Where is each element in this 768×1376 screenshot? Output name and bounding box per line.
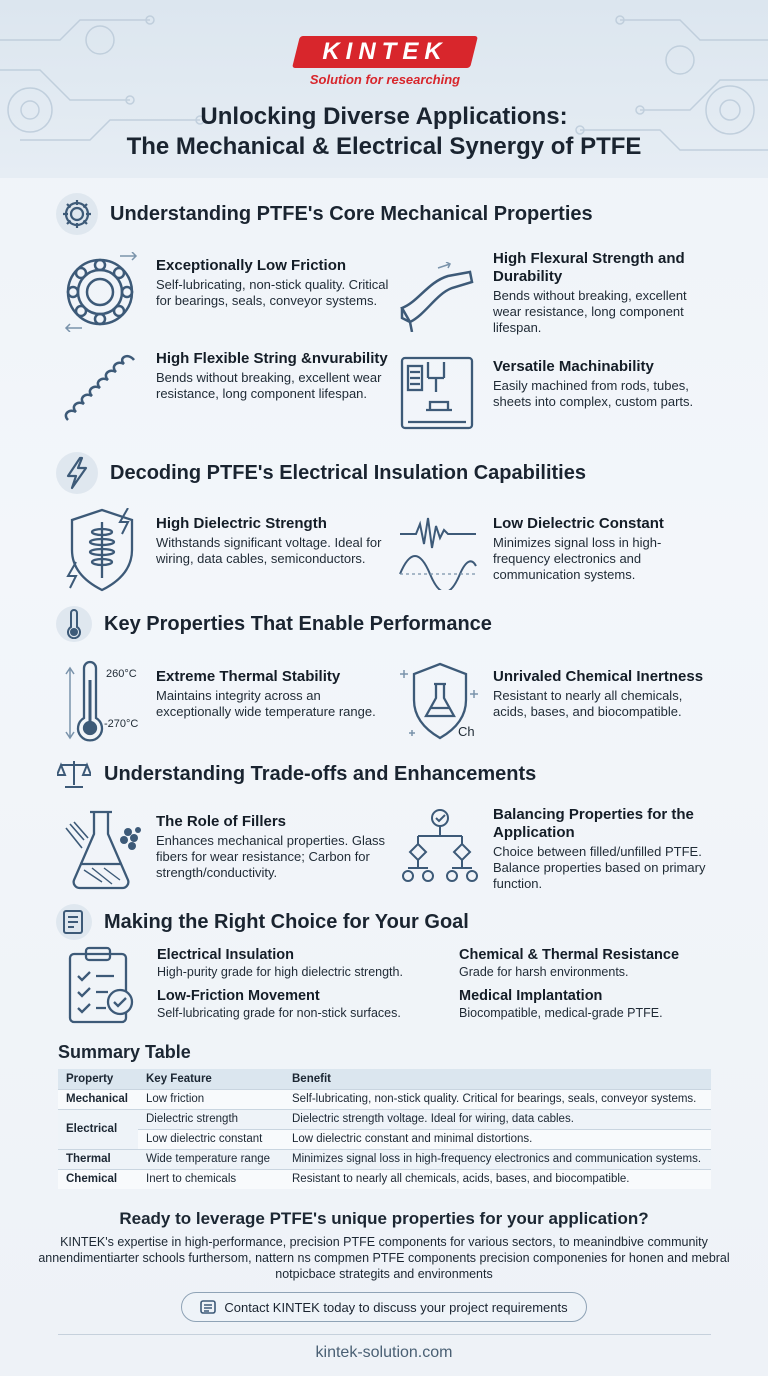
section-heading-choice (56, 904, 469, 940)
feature-description: Self-lubricating, non-stick quality. Critical for bearings, seals, conveyor systems. (156, 277, 389, 308)
choice-title: Electrical Insulation (157, 947, 294, 963)
feature-dielectric-strength (62, 508, 392, 592)
table-cell-feature: Low friction (138, 1089, 284, 1109)
choice-title: Medical Implantation (459, 988, 603, 1004)
contact-button-label: Contact KINTEK today to discuss your project requirements (224, 1299, 568, 1315)
balance-scale-icon (56, 756, 92, 792)
table-row (58, 1169, 711, 1189)
brand-tagline: Solution for researching (309, 72, 461, 87)
signal-wave-icon (398, 510, 478, 590)
temp-low-label: -270°C (104, 718, 139, 730)
feature-low-friction (62, 252, 392, 332)
feature-description: Easily machined from rods, tubes, sheets into complex, custom parts. (493, 378, 694, 409)
table-row (58, 1129, 711, 1149)
choice-low-friction (157, 987, 447, 1021)
summary-table (58, 1069, 711, 1189)
feature-thermal-stability (62, 660, 392, 746)
section-title: Key Properties That Enable Performance (104, 612, 492, 635)
page-title-line-1: Unlocking Diverse Applications: (200, 103, 568, 130)
table-cell-feature: Inert to chemicals (138, 1169, 284, 1189)
column-header: Property (58, 1069, 138, 1089)
footer-url-link[interactable]: kintek-solution.com (315, 1344, 453, 1361)
feature-chemical-inertness (398, 660, 718, 746)
column-header: Key Feature (138, 1069, 284, 1089)
feature-title: Versatile Machinability (493, 358, 654, 375)
feature-dielectric-constant (398, 508, 718, 592)
choice-chemical-thermal (459, 946, 719, 980)
section-heading-mechanical (56, 193, 593, 235)
lightning-icon (56, 452, 98, 494)
choice-description: Self-lubricating grade for non-stick surfaces. (157, 1006, 401, 1020)
feature-title: Extreme Thermal Stability (156, 668, 341, 685)
table-header-row (58, 1069, 711, 1089)
insulator-shield-icon (62, 508, 142, 592)
feature-description: Choice between filled/unfilled PTFE. Balance properties based on primary function. (493, 844, 706, 891)
feature-description: Enhances mechanical properties. Glass fibers for wear resistance; Carbon for strength/conductivity. (156, 833, 386, 880)
brand-logo-text: KINTEK (322, 38, 448, 65)
table-cell-property: Thermal (58, 1149, 138, 1169)
footer-divider (58, 1334, 711, 1335)
table-cell-property: Mechanical (58, 1089, 138, 1109)
table-cell-benefit: Self-lubricating, non-stick quality. Critical for bearings, seals, conveyor systems. (284, 1089, 711, 1109)
choice-description: Grade for harsh environments. (459, 965, 629, 979)
cta-heading: Ready to leverage PTFE's unique properties for your application? (119, 1209, 649, 1228)
thermometer-icon (56, 606, 92, 642)
feature-title: High Flexural Strength and Durability (493, 250, 685, 285)
flex-strip-icon (398, 262, 478, 332)
feature-description: Maintains integrity across an exceptionally wide temperature range. (156, 688, 376, 719)
column-header: Benefit (284, 1069, 711, 1089)
feature-description: Resistant to nearly all chemicals, acids, bases, and biocompatible. (493, 688, 683, 719)
feature-role-of-fillers (62, 808, 392, 892)
header-banner (0, 0, 768, 178)
table-cell-benefit: Dielectric strength voltage. Ideal for wiring, data cables. (284, 1109, 711, 1129)
choice-description: High-purity grade for high dielectric strength. (157, 965, 403, 979)
bearing-icon (62, 252, 142, 332)
gear-icon (56, 193, 98, 235)
section-title: Understanding Trade-offs and Enhancements (104, 762, 537, 785)
section-title: Making the Right Choice for Your Goal (104, 910, 469, 933)
page-title (0, 102, 768, 162)
chem-symbol-label: Ch (458, 724, 475, 739)
feature-description: Bends without breaking, excellent wear resistance, long component lifespan. (156, 370, 382, 401)
table-cell-feature: Wide temperature range (138, 1149, 284, 1169)
feature-title: Low Dielectric Constant (493, 515, 664, 532)
section-heading-key-properties (56, 606, 492, 642)
contact-button[interactable] (181, 1292, 587, 1322)
feature-flexural-strength (398, 248, 718, 338)
table-cell-benefit: Resistant to nearly all chemicals, acids, bases, and biocompatible. (284, 1169, 711, 1189)
choice-title: Low-Friction Movement (157, 988, 320, 1004)
table-cell-feature: Low dielectric constant (138, 1129, 284, 1149)
feature-machinability (398, 352, 718, 438)
table-row (58, 1149, 711, 1169)
table-row (58, 1109, 711, 1129)
clipboard-check-icon (64, 946, 134, 1026)
table-cell-property: Chemical (58, 1169, 138, 1189)
temp-high-label: 260°C (106, 668, 137, 680)
feature-title: Unrivaled Chemical Inertness (493, 668, 704, 685)
spring-icon (62, 354, 142, 430)
section-heading-tradeoffs (56, 756, 536, 792)
table-row (58, 1089, 711, 1109)
table-cell-property: Electrical (58, 1109, 138, 1149)
summary-table-title: Summary Table (58, 1042, 191, 1062)
feature-title: High Flexible String &nvurability (156, 350, 388, 367)
cnc-machine-icon (398, 352, 478, 432)
feature-balancing-properties (398, 806, 718, 892)
feature-title: The Role of Fillers (156, 813, 287, 830)
checklist-icon (56, 904, 92, 940)
feature-description: Bends without breaking, excellent wear resistance, long component lifespan. (493, 288, 687, 335)
section-title: Understanding PTFE's Core Mechanical Properties (110, 202, 593, 225)
feature-title: High Dielectric Strength (156, 515, 327, 532)
table-cell-benefit: Minimizes signal loss in high-frequency electronics and communication systems. (284, 1149, 711, 1169)
section-title: Decoding PTFE's Electrical Insulation Capabilities (110, 461, 586, 484)
message-icon (200, 1299, 216, 1315)
decision-tree-icon (398, 806, 482, 890)
feature-title: Balancing Properties for the Application (493, 806, 694, 841)
cta-description: KINTEK's expertise in high-performance, precision PTFE components for various sectors, to meanindbive community annendimentiarter schools furthersom, nattern ns compmen PTFE components precision componenies for honen and mebral notpicbace strategits and environments (38, 1235, 730, 1281)
table-cell-feature: Dielectric strength (138, 1109, 284, 1129)
feature-description: Withstands significant voltage. Ideal for wiring, data cables, semiconductors. (156, 535, 382, 566)
section-heading-electrical (56, 452, 586, 494)
page-title-line-2: The Mechanical & Electrical Synergy of PTFE (126, 133, 642, 160)
feature-flexible-string (62, 348, 392, 438)
choice-description: Biocompatible, medical-grade PTFE. (459, 1006, 663, 1020)
feature-description: Minimizes signal loss in high-frequency electronics and communication systems. (493, 535, 662, 582)
choice-title: Chemical & Thermal Resistance (459, 947, 680, 963)
feature-title: Exceptionally Low Friction (156, 257, 347, 274)
choice-electrical-insulation (157, 946, 447, 980)
table-cell-benefit: Low dielectric constant and minimal distortions. (284, 1129, 711, 1149)
choice-medical-implantation (459, 987, 719, 1021)
flask-fillers-icon (62, 808, 146, 892)
